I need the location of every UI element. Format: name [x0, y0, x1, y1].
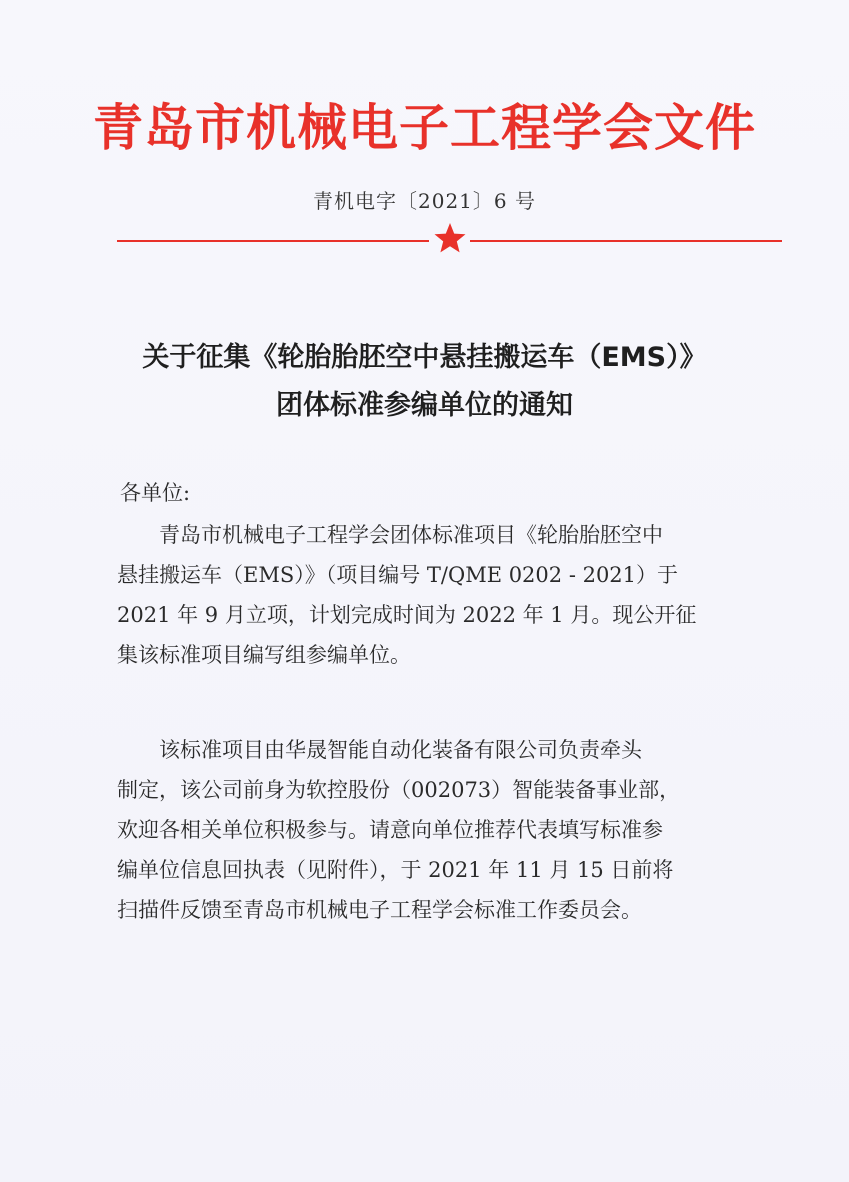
notice-title-line-2: 团体标准参编单位的通知 [276, 390, 573, 421]
paragraph-line: 编单位信息回执表（见附件），于 2021 年 11 月 15 日前将 [117, 858, 674, 882]
paragraph-line: 2021 年 9 月立项，计划完成时间为 2022 年 1 月。现公开征 [117, 603, 697, 627]
paragraph-line: 青岛市机械电子工程学会团体标准项目《轮胎胎胚空中 [159, 523, 663, 547]
divider-line-right [470, 240, 782, 242]
document-number: 青机电字〔2021〕6 号 [313, 189, 536, 213]
paragraph-line: 该标准项目由华晟智能自动化装备有限公司负责牵头 [159, 738, 642, 762]
paragraph-line: 集该标准项目编写组参编单位。 [117, 643, 411, 667]
paragraph-2 [117, 730, 737, 930]
paragraph-line: 扫描件反馈至青岛市机械电子工程学会标准工作委员会。 [117, 898, 642, 922]
salutation: 各单位: [120, 481, 191, 505]
paragraph-1 [117, 515, 737, 675]
paragraph-line: 悬挂搬运车（EMS）》（项目编号 T/QME 0202 - 2021）于 [117, 563, 679, 587]
organization-masthead: 青岛市机械电子工程学会文件 [93, 99, 756, 157]
divider-line-left [117, 240, 429, 242]
paragraph-line: 欢迎各相关单位积极参与。请意向单位推荐代表填写标准参 [117, 818, 663, 842]
red-star-icon [434, 222, 466, 254]
paragraph-line: 制定，该公司前身为软控股份（002073）智能装备事业部， [117, 778, 681, 802]
notice-title-line-1: 关于征集《轮胎胎胚空中悬挂搬运车（EMS）》 [142, 342, 707, 373]
